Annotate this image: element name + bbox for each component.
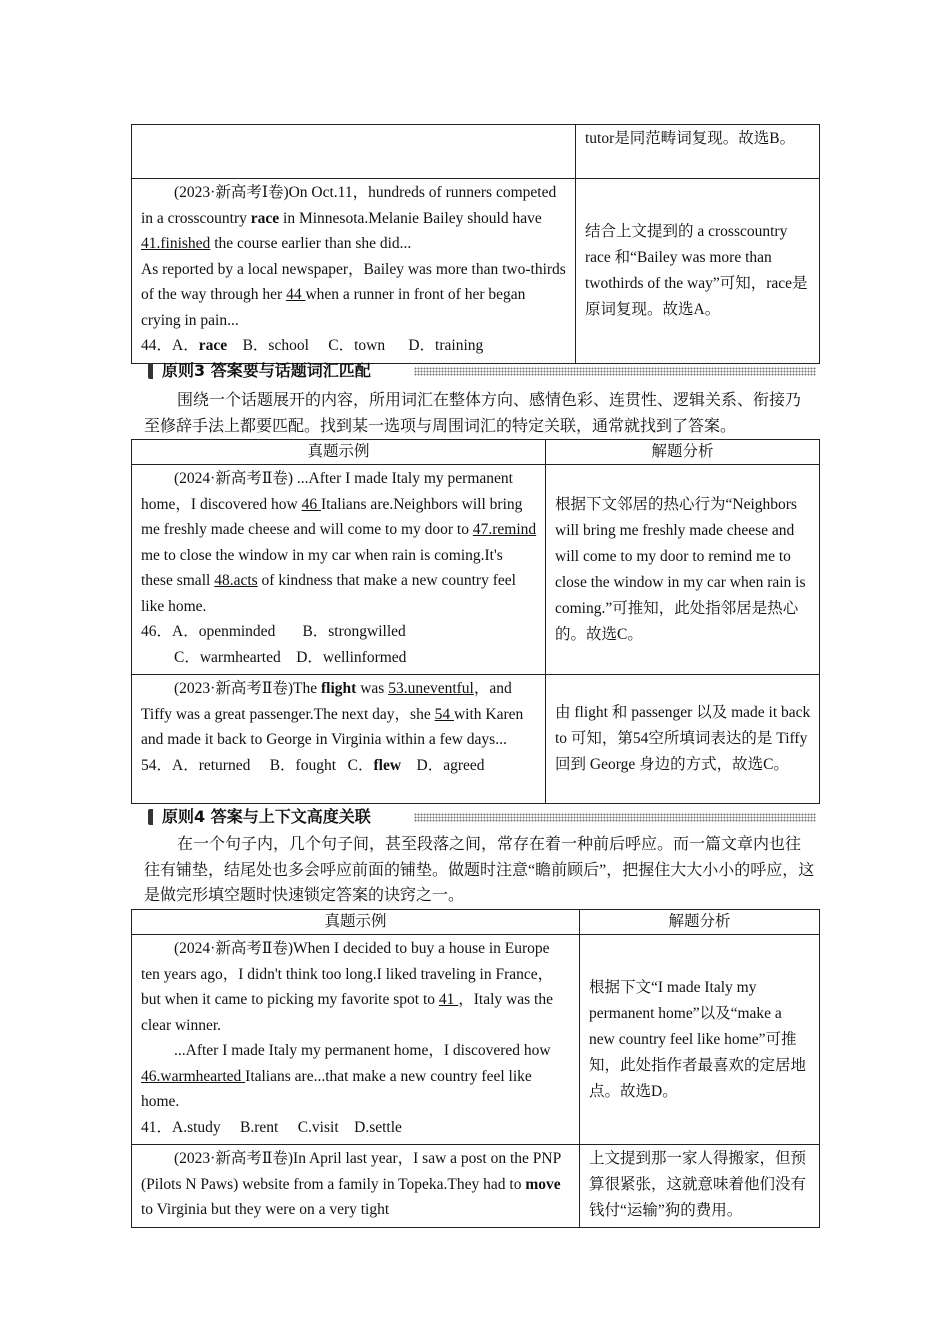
analysis-cell: 根据下文“I made Italy my permanent home”以及“make a new country feel like home”可推知，此处指作者最喜欢的定居地点。故选D。 bbox=[580, 935, 820, 1145]
column-header-analysis: 解题分析 bbox=[546, 440, 820, 465]
options-line: 46．A．openminded B．strongwilled bbox=[141, 623, 406, 640]
table-row bbox=[132, 179, 820, 364]
column-header-examples: 真题示例 bbox=[132, 910, 580, 935]
analysis-cell: tutor是同范畴词复现。故选B。 bbox=[576, 125, 820, 179]
table-row bbox=[132, 675, 820, 804]
example-cell: (2023·新高考Ⅰ卷)On Oct.11，hundreds of runners competed in a crosscountry race in Minnesota.Melanie Bailey should have 41.finished the course earlier than she did... As reported by a local newspaper，Bailey was more than two-thirds of the way through her 44 when a runner in front of her began crying in pain... 44．A．race B．school C．town D．training bbox=[132, 179, 576, 364]
table-row bbox=[132, 1145, 820, 1228]
analysis-cell: 结合上文提到的 a crosscountry race 和“Bailey was more than twothirds of the way”可知，race是原词复现。故选A。 bbox=[576, 179, 820, 364]
section3-paragraph: 围绕一个话题展开的内容，所用词汇在整体方向、感情色彩、连贯性、逻辑关系、衔接乃至修辞手法上都要匹配。找到某一选项与周围词汇的特定关联，通常就找到了答案。 bbox=[144, 392, 802, 435]
section4-paragraph: 在一个句子内，几个句子间，甚至段落之间，常存在着一种前后呼应。而一篇文章内也往往有铺垫，结尾处也多会呼应前面的铺垫。做题时注意“瞻前顾后”，把握住大大小小的呼应，这是做完形填空题时快速锁定答案的诀窍之一。 bbox=[144, 836, 815, 904]
dotted-rule bbox=[414, 813, 816, 822]
section-heading-principle4: 原则4 答案与上下文高度关联 bbox=[148, 806, 816, 828]
options-line: C．warmhearted D．wellinformed bbox=[174, 648, 407, 666]
column-header-examples: 真题示例 bbox=[132, 440, 546, 465]
example-cell: (2024·新高考Ⅱ卷)When I decided to buy a house in Europe ten years ago，I didn't think too long.I liked traveling in France，but when it came to picking my favorite spot to 41 ，Italy was the clear winner. ...After I made Italy my permanent home，I discovered how 46.warmhearted Italians are...that make a new country feel like home. 41．A.study B.rent C.visit D.settle bbox=[132, 935, 580, 1145]
section-heading-principle3: 原则3 答案要与话题词汇匹配 bbox=[148, 360, 816, 382]
example-cell: (2023·新高考Ⅱ卷)In April last year，I saw a post on the PNP (Pilots N Paws) website from a family in Topeka.They had to move to Virginia but they were on a very tight bbox=[132, 1145, 580, 1228]
heading-bar-icon bbox=[148, 363, 153, 379]
options-line: 44．A．race B．school C．town D．training bbox=[141, 337, 484, 354]
options-line: 41．A.study B.rent C.visit D.settle bbox=[141, 1118, 402, 1136]
table-row bbox=[132, 465, 820, 675]
heading-bar-icon bbox=[148, 809, 153, 825]
table-header-row bbox=[132, 440, 820, 465]
table-header-row bbox=[132, 910, 820, 935]
table-row bbox=[132, 935, 820, 1145]
analysis-cell: 上文提到那一家人得搬家，但预算很紧张，这就意味着他们没有钱付“运输”狗的费用。 bbox=[580, 1145, 820, 1228]
options-line: 54．A．returned B．fought C．flew D．agreed bbox=[141, 756, 485, 774]
table-principle3 bbox=[131, 439, 820, 804]
table-principle2-cont bbox=[131, 124, 820, 364]
table-principle4 bbox=[131, 909, 820, 1228]
analysis-cell: 根据下文邻居的热心行为“Neighbors will bring me freshly made cheese and will come to my door to remind me to close the window in my car when rain is coming.”可推知，此处指邻居是热心的。故选C。 bbox=[546, 465, 820, 675]
column-header-analysis: 解题分析 bbox=[580, 910, 820, 935]
example-cell: (2024·新高考Ⅱ卷) ...After I made Italy my permanent home，I discovered how 46 Italians are.Neighbors will bring me freshly made cheese and will come to my door to 47.remind me to close the window in my car when rain is coming.It's these small 48.acts of kindness that make a new country feel like home. 46．A．openminded B．strongwilled C．warmhearted D．wellinformed bbox=[132, 465, 546, 675]
example-cell-empty bbox=[132, 125, 576, 179]
dotted-rule bbox=[414, 367, 816, 376]
analysis-cell: 由 flight 和 passenger 以及 made it back to 可知，第54空所填词表达的是 Tiffy 回到 George 身边的方式，故选C。 bbox=[546, 675, 820, 804]
example-cell: (2023·新高考Ⅱ卷)The flight was 53.uneventful，and Tiffy was a great passenger.The next day，she 54 with Karen and made it back to George in Virginia within a few days... 54．A．returned B．fought C．flew D．agreed bbox=[132, 675, 546, 804]
table-row bbox=[132, 125, 820, 179]
